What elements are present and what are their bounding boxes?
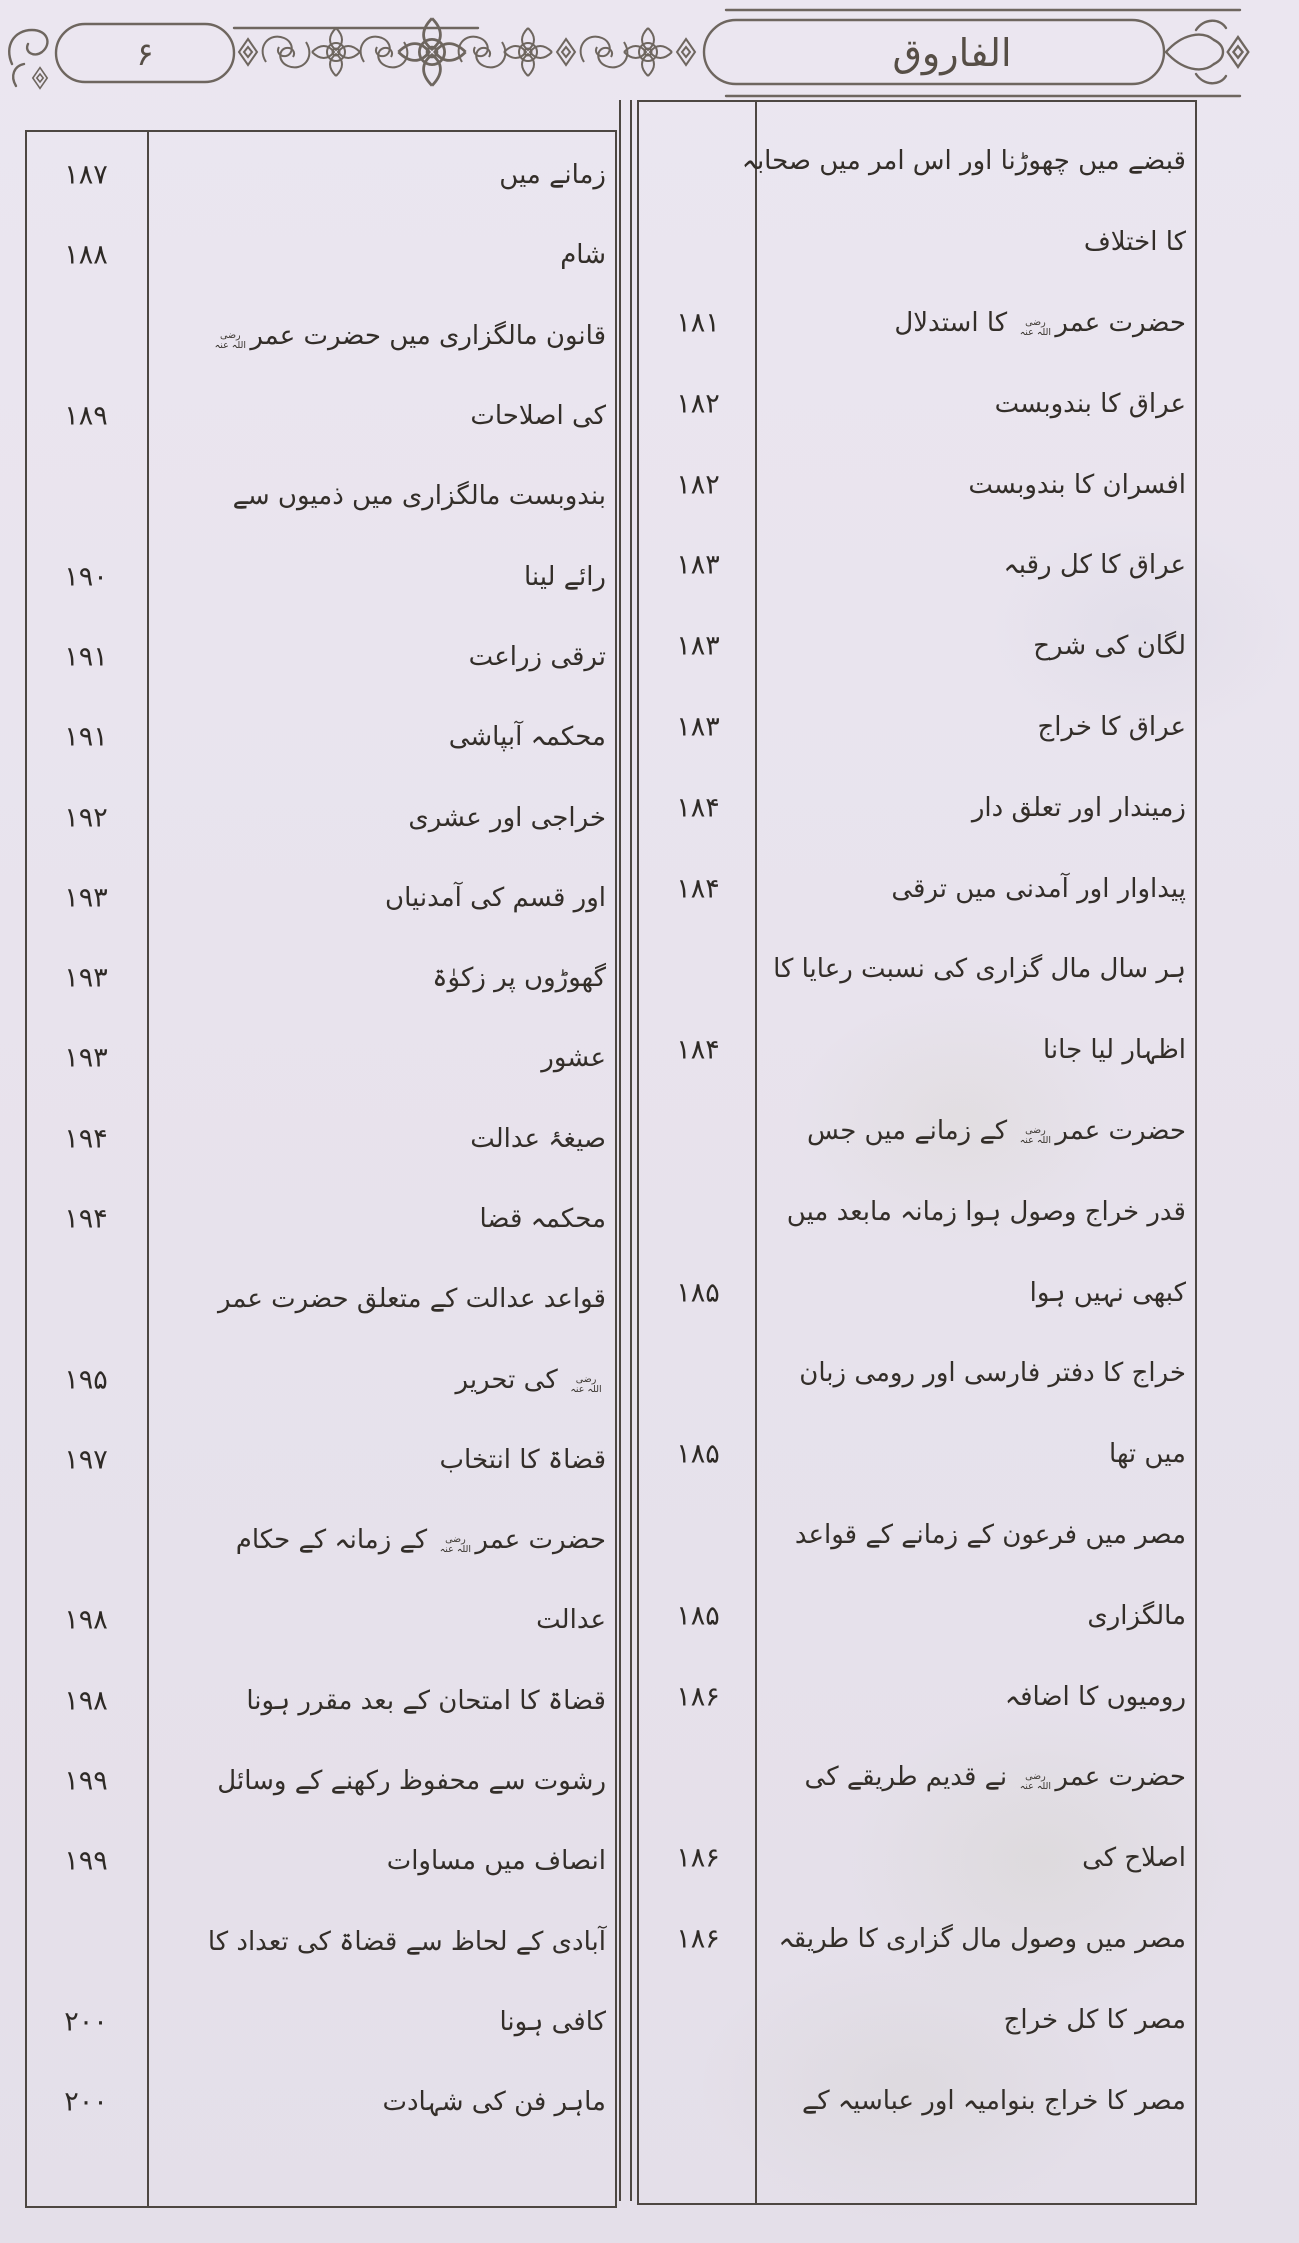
toc-entry-row (27, 1259, 615, 1339)
toc-entry-page-number: ۲۰۰ (64, 2086, 108, 2118)
toc-entry-page-number: ۱۸۶ (676, 1923, 720, 1955)
toc-entry-title: قضاۃ کا انتخاب (439, 1444, 606, 1475)
toc-entry-title: مالگزاری (1087, 1600, 1186, 1631)
toc-entry-title: مصر کا خراج بنوامیہ اور عباسیہ کے (802, 2085, 1186, 2116)
honorific-mark: رضی اللہ عنہ (214, 329, 247, 351)
toc-entry-row (639, 1171, 1195, 1252)
toc-entry-row (639, 1495, 1195, 1576)
toc-entry-title: محکمہ آبپاشی (448, 722, 606, 753)
toc-entry-page-number: ۱۸۷ (64, 159, 108, 191)
toc-entry-page-number: ۱۸۳ (676, 630, 720, 662)
toc-entry-row (639, 1899, 1195, 1980)
toc-entry-title: حضرت عمررضی اللہ عنہ کے زمانے میں جس (807, 1115, 1186, 1146)
toc-entry-row (27, 135, 615, 215)
toc-entry-row (639, 1333, 1195, 1414)
toc-entry-title: انصاف میں مساوات (386, 1846, 606, 1877)
toc-entry-page-number: ۱۹۹ (64, 1765, 108, 1797)
toc-entry-row (639, 1252, 1195, 1333)
toc-entry-page-number: ۱۹۳ (64, 882, 108, 914)
toc-entry-title: خراج کا دفتر فارسی اور رومی زبان (799, 1358, 1186, 1389)
toc-entry-row (27, 1580, 615, 1660)
toc-entry-title: عراق کا خراج (1037, 711, 1186, 742)
page-number: ۶ (136, 35, 154, 73)
toc-entry-title: قضاۃ کا امتحان کے بعد مقرر ہونا (246, 1685, 606, 1716)
toc-entry-title: افسران کا بندوبست (968, 469, 1186, 500)
toc-entry-row (639, 1737, 1195, 1818)
toc-rows-right (639, 102, 1195, 2203)
toc-entry-title: بندوبست مالگزاری میں ذمیوں سے (232, 481, 606, 512)
honorific-mark: رضی اللہ عنہ (439, 1534, 472, 1556)
toc-entry-title: اور قسم کی آمدنیاں (385, 882, 606, 913)
toc-entry-row (27, 1821, 615, 1901)
toc-entry-title: قواعد عدالت کے متعلق حضرت عمر (218, 1284, 606, 1315)
toc-entry-title: ماہر فن کی شہادت (382, 2087, 606, 2118)
toc-entry-title: پیداوار اور آمدنی میں ترقی (891, 873, 1186, 904)
toc-column-right (637, 100, 1197, 2205)
toc-entry-title: مصر میں وصول مال گزاری کا طریقہ (778, 1923, 1186, 1954)
toc-entry-title: کبھی نہیں ہوا (1029, 1277, 1186, 1308)
toc-entry-title: زمانے میں (499, 160, 606, 191)
toc-entry-row (27, 1902, 615, 1982)
toc-entry-row (639, 283, 1195, 364)
toc-entry-row (27, 296, 615, 376)
toc-entry-page-number: ۱۹۳ (64, 1042, 108, 1074)
toc-entry-page-number: ۱۸۶ (676, 1681, 720, 1713)
toc-entry-row (639, 1010, 1195, 1091)
toc-entry-row (639, 1414, 1195, 1495)
toc-entry-page-number: ۱۸۳ (676, 549, 720, 581)
toc-entry-title: ہر سال مال گزاری کی نسبت رعایا کا (773, 954, 1186, 985)
toc-entry-page-number: ۱۸۱ (676, 307, 720, 339)
toc-entry-page-number: ۱۹۱ (64, 641, 108, 673)
honorific-mark: رضی اللہ عنہ (570, 1373, 602, 1395)
toc-entry-title: عراق کا کل رقبہ (1003, 550, 1186, 581)
toc-entry-title: محکمہ قضا (479, 1204, 606, 1234)
toc-rows-left (27, 132, 615, 2206)
toc-entry-row (27, 456, 615, 536)
toc-entry-row (27, 215, 615, 295)
toc-entry-row (27, 697, 615, 777)
toc-entry-row (639, 606, 1195, 687)
toc-entry-page-number: ۱۸۵ (676, 1600, 720, 1632)
toc-entry-row (639, 767, 1195, 848)
header-ornament (0, 0, 1299, 112)
toc-entry-title: رومیوں کا اضافہ (1004, 1681, 1186, 1712)
toc-entry-page-number: ۱۹۹ (64, 1845, 108, 1877)
toc-entry-row (639, 1575, 1195, 1656)
toc-entry-row (639, 525, 1195, 606)
toc-entry-title: رشوت سے محفوظ رکھنے کے وسائل (217, 1766, 606, 1797)
toc-entry-title: کافی ہونا (499, 2006, 606, 2037)
toc-entry-row (639, 121, 1195, 202)
toc-entry-title: میں تھا (1109, 1439, 1186, 1470)
toc-entry-row (27, 858, 615, 938)
toc-entry-page-number: ۱۸۳ (676, 711, 720, 743)
toc-entry-row (639, 687, 1195, 768)
toc-entry-row (27, 1018, 615, 1098)
toc-entry-row (639, 1091, 1195, 1172)
toc-entry-page-number: ۱۸۵ (676, 1438, 720, 1470)
toc-entry-row (639, 1979, 1195, 2060)
toc-entry-title: رضی اللہ عنہ کی تحریر (455, 1364, 602, 1395)
toc-entry-title: عراق کا بندوبست (994, 388, 1186, 419)
toc-column-left (25, 130, 617, 2208)
toc-entry-page-number: ۱۹۰ (64, 561, 108, 593)
toc-entry-row (27, 938, 615, 1018)
toc-entry-page-number: ۱۸۴ (676, 792, 720, 824)
toc-entry-title: آبادی کے لحاظ سے قضاۃ کی تعداد کا (207, 1926, 606, 1957)
toc-entry-title: قبضے میں چھوڑنا اور اس امر میں صحابہ (741, 146, 1186, 177)
toc-entry-row (639, 444, 1195, 525)
toc-entry-title: زمیندار اور تعلق دار (971, 792, 1186, 823)
toc-entry-row (27, 1179, 615, 1259)
toc-entry-page-number: ۱۹۴ (64, 1203, 108, 1235)
toc-entry-title: اظہار لیا جانا (1043, 1035, 1186, 1066)
tables-separator (619, 100, 632, 2201)
toc-entry-row (27, 1982, 615, 2062)
toc-entry-row (27, 777, 615, 857)
toc-entry-page-number: ۱۸۴ (676, 873, 720, 905)
toc-entry-title: عشور (541, 1043, 606, 1074)
toc-entry-page-number: ۱۹۱ (64, 721, 108, 753)
toc-entry-title: خراجی اور عشری (408, 802, 606, 833)
toc-entry-title: حضرت عمررضی اللہ عنہ نے قدیم طریقے کی (804, 1762, 1186, 1793)
toc-entry-row (27, 1099, 615, 1179)
toc-entry-row (639, 848, 1195, 929)
toc-entry-page-number: ۱۸۵ (676, 1277, 720, 1309)
toc-entry-title: مصر کا کل خراج (1003, 2004, 1186, 2035)
toc-entry-page-number: ۱۸۲ (676, 388, 720, 420)
toc-entry-page-number: ۱۸۴ (676, 1034, 720, 1066)
toc-entry-page-number: ۱۸۶ (676, 1842, 720, 1874)
toc-entry-title: حضرت عمررضی اللہ عنہ کا استدلال (894, 307, 1186, 338)
toc-entry-page-number: ۱۸۹ (64, 400, 108, 432)
toc-entry-page-number: ۱۹۴ (64, 1123, 108, 1155)
honorific-mark: رضی اللہ عنہ (1019, 316, 1052, 338)
toc-entry-row (639, 202, 1195, 283)
toc-entry-title: گھوڑوں پر زکوٰۃ (432, 963, 606, 994)
toc-entry-title: اصلاح کی (1082, 1843, 1186, 1874)
toc-entry-page-number: ۱۹۸ (64, 1685, 108, 1717)
honorific-mark: رضی اللہ عنہ (1019, 1771, 1052, 1793)
toc-entry-row (27, 1661, 615, 1741)
toc-entry-title: کا اختلاف (1083, 227, 1186, 258)
toc-entry-title: عدالت (536, 1605, 606, 1636)
toc-entry-row (27, 2062, 615, 2142)
toc-entry-title: مصر میں فرعون کے زمانے کے قواعد (794, 1519, 1186, 1550)
toc-entry-page-number: ۲۰۰ (64, 2006, 108, 2038)
toc-entry-page-number: ۱۹۲ (64, 802, 108, 834)
toc-entry-title: ترقی زراعت (468, 641, 606, 672)
toc-entry-title: کی اصلاحات (470, 401, 606, 432)
toc-entry-page-number: ۱۹۳ (64, 962, 108, 994)
toc-entry-row (639, 929, 1195, 1010)
toc-entry-row (27, 1500, 615, 1580)
toc-entry-row (27, 376, 615, 456)
toc-entry-page-number: ۱۸۸ (64, 239, 108, 271)
toc-entry-row (639, 363, 1195, 444)
toc-entry-row (27, 1741, 615, 1821)
toc-entry-title: حضرت عمررضی اللہ عنہ کے زمانہ کے حکام (235, 1525, 606, 1556)
toc-entry-row (27, 536, 615, 616)
toc-entry-page-number: ۱۹۷ (64, 1444, 108, 1476)
toc-entry-row (639, 1656, 1195, 1737)
honorific-mark: رضی اللہ عنہ (1019, 1124, 1052, 1146)
toc-entry-title: رائے لینا (523, 561, 606, 592)
toc-entry-row (27, 1420, 615, 1500)
toc-entry-page-number: ۱۹۸ (64, 1604, 108, 1636)
toc-entry-page-number: ۱۹۵ (64, 1364, 108, 1396)
toc-entry-title: قدر خراج وصول ہوا زمانہ مابعد میں (786, 1196, 1186, 1227)
toc-entry-row (27, 617, 615, 697)
floral-ornament-chain (33, 18, 1249, 88)
toc-entry-title: شام (560, 240, 606, 271)
toc-entry-row (27, 1339, 615, 1419)
toc-entry-page-number: ۱۸۲ (676, 469, 720, 501)
book-title: الفاروق (892, 31, 1012, 75)
toc-entry-title: صیغۂ عدالت (470, 1123, 606, 1154)
toc-entry-row (639, 2060, 1195, 2141)
toc-entry-title: قانون مالگزاری میں حضرت عمررضی اللہ عنہ (214, 320, 606, 351)
toc-entry-row (639, 1818, 1195, 1899)
toc-entry-title: لگان کی شرح (1033, 631, 1186, 662)
